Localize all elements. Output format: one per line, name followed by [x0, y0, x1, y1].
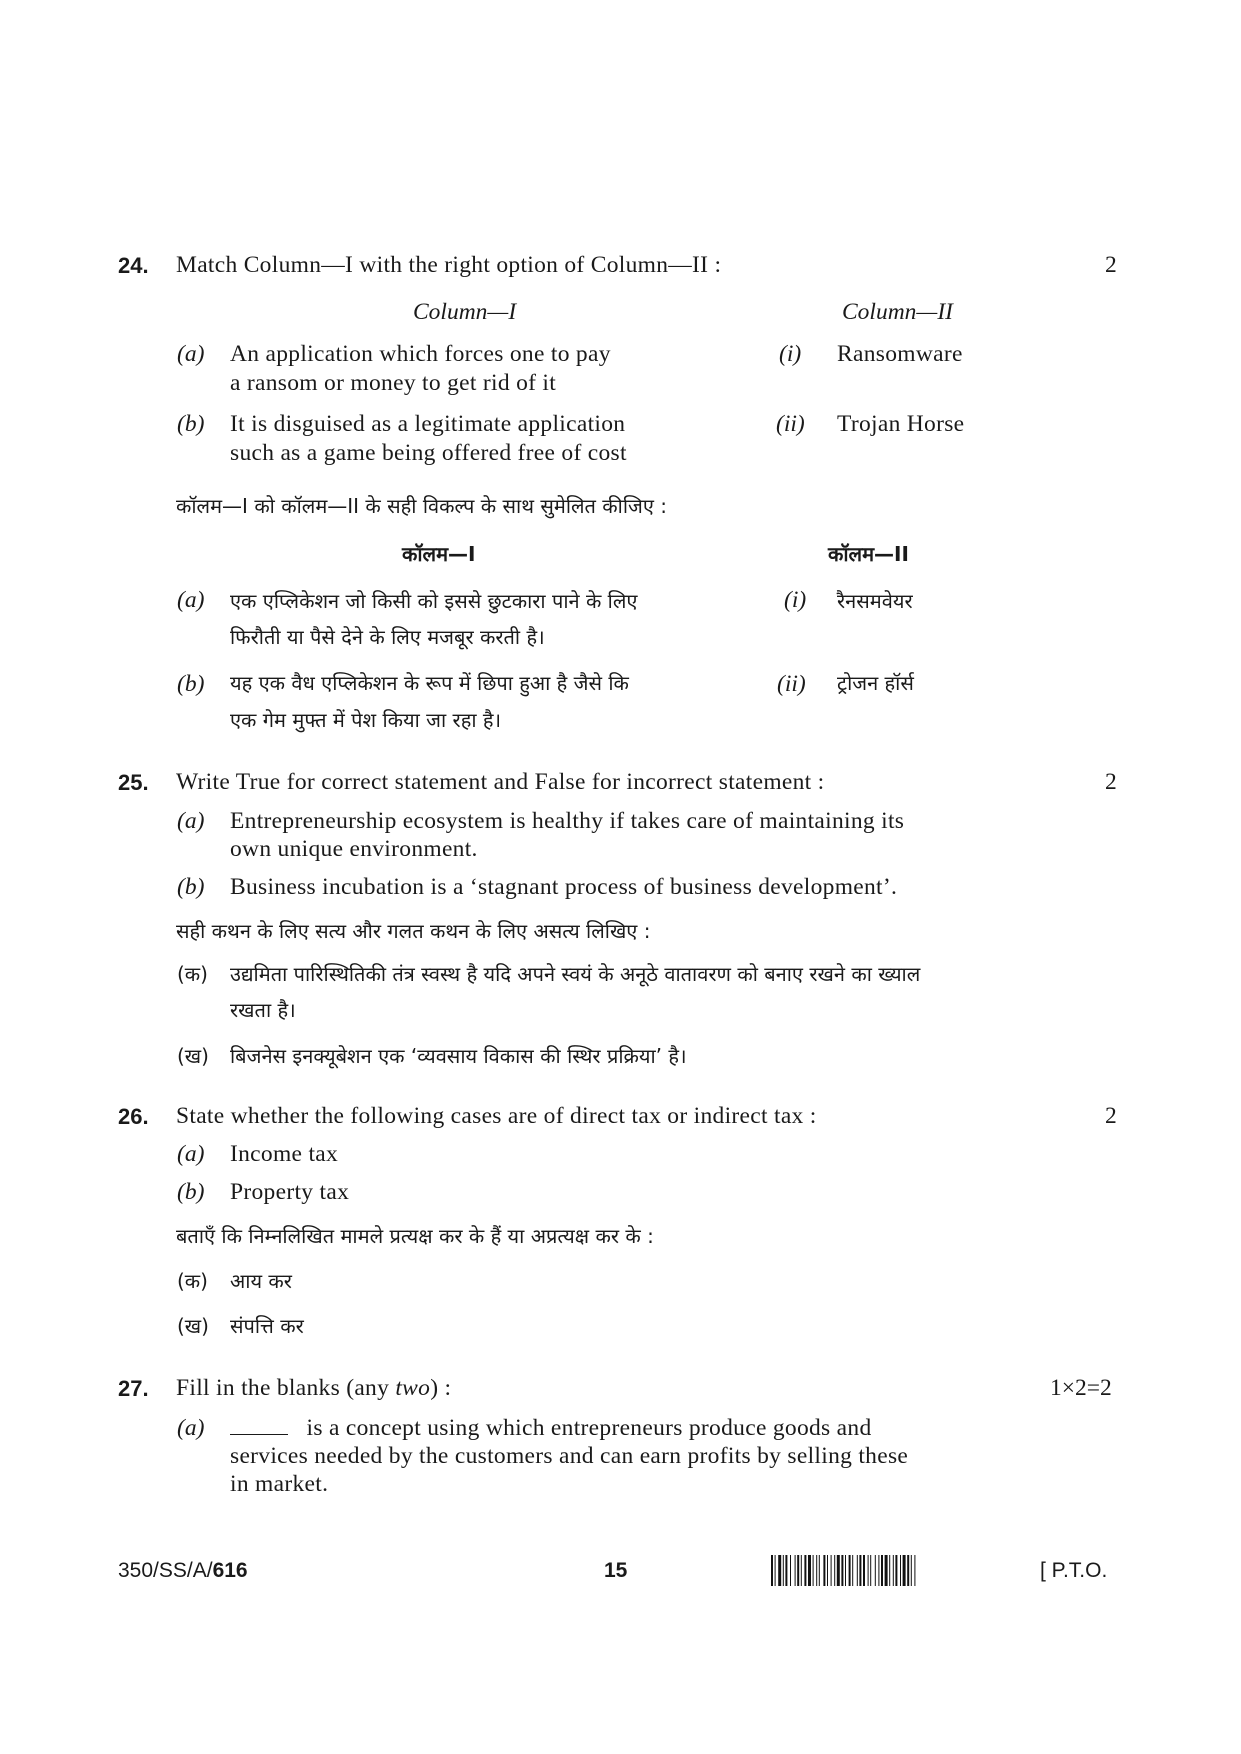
barcode-bar	[911, 1555, 912, 1586]
barcode-bar	[804, 1555, 806, 1586]
barcode-bar	[819, 1555, 820, 1586]
pto-label: [ P.T.O.	[1040, 1559, 1108, 1582]
q27-marks: 1×2=2	[1050, 1375, 1112, 1401]
barcode-bar	[881, 1555, 883, 1586]
q24-row-a-match: Ransomware	[837, 341, 963, 367]
q27-question-en	[176, 1375, 451, 1402]
barcode-bar	[841, 1555, 843, 1586]
q25-b-text: Business incubation is a ‘stagnant process of business development’.	[230, 874, 898, 900]
q24-hi-row-a-label: (a)	[177, 587, 205, 613]
q24-hi-row-a-line1: एक एप्लिकेशन जो किसी को इससे छुटकारा पाने के लिए	[230, 589, 638, 613]
q24-column1-heading-hi: कॉलम—I	[402, 542, 476, 566]
q24-row-a-label: (a)	[177, 341, 205, 367]
q24-column1-heading: Column—I	[413, 299, 517, 325]
q27-a-line3: in market.	[230, 1471, 329, 1497]
q25-question-en: Write True for correct statement and False for incorrect statement :	[176, 769, 825, 795]
q26-marks: 2	[1105, 1103, 1117, 1129]
barcode-bar	[783, 1555, 784, 1586]
q24-row-a-line2: a ransom or money to get rid of it	[230, 370, 557, 396]
barcode-bar	[837, 1555, 840, 1586]
question-number-24: 24.	[118, 253, 149, 278]
q25-question-hi: सही कथन के लिए सत्य और गलत कथन के लिए असत्य लिखिए :	[176, 919, 651, 943]
q24-row-b-match: Trojan Horse	[837, 411, 965, 437]
barcode-bar	[868, 1555, 869, 1586]
q26-a-text: Income tax	[230, 1141, 339, 1167]
barcode-bar	[790, 1555, 791, 1586]
q24-row-a-option: (i)	[779, 341, 802, 367]
question-number-25: 25.	[118, 770, 149, 795]
q26-b-label: (b)	[177, 1179, 205, 1205]
q25-b-label: (b)	[177, 874, 205, 900]
barcode-bar	[885, 1555, 888, 1586]
barcode-bar	[834, 1555, 835, 1586]
q24-question-en: Match Column—I with the right option of Column—II :	[176, 252, 722, 278]
q24-hi-row-a-match: रैनसमवेयर	[837, 589, 913, 613]
q25-hi-b-label: (ख)	[177, 1044, 209, 1068]
barcode-bar	[771, 1555, 773, 1586]
q24-marks: 2	[1105, 252, 1117, 278]
q24-hi-row-b-match: ट्रोजन हॉर्स	[837, 671, 914, 695]
barcode-bar	[907, 1555, 909, 1586]
barcode-bar	[895, 1555, 897, 1586]
fill-blank	[230, 1416, 288, 1435]
q24-hi-row-a-line2: फिरौती या पैसे देने के लिए मजबूर करती है।	[230, 625, 545, 649]
q25-a-line1: Entrepreneurship ecosystem is healthy if takes care of maintaining its	[230, 808, 905, 834]
barcode-bar	[831, 1555, 832, 1586]
q27-question-post: ) :	[430, 1375, 452, 1401]
q27-a-label: (a)	[177, 1415, 205, 1441]
q25-hi-a-label: (क)	[177, 962, 208, 986]
q25-hi-b-text: बिजनेस इनक्यूबेशन एक ‘व्यवसाय विकास की स्थिर प्रक्रिया’ है।	[230, 1044, 687, 1068]
page-number: 15	[604, 1559, 628, 1582]
question-number-26: 26.	[118, 1104, 149, 1129]
q25-a-label: (a)	[177, 808, 205, 834]
barcode-bar	[903, 1555, 906, 1586]
barcode-bar	[863, 1555, 865, 1586]
barcode-bar	[849, 1555, 851, 1586]
q26-hi-b-label: (ख)	[177, 1314, 209, 1338]
q24-hi-row-a-option: (i)	[784, 587, 807, 613]
barcode-bar	[859, 1555, 861, 1586]
barcode-bar	[852, 1555, 853, 1586]
barcode-bar	[857, 1555, 858, 1586]
q26-hi-b-text: संपत्ति कर	[230, 1314, 304, 1338]
q24-column2-heading: Column—II	[842, 299, 953, 325]
barcode-bar	[808, 1555, 811, 1586]
q25-marks: 2	[1105, 769, 1117, 795]
q27-question-pre: Fill in the blanks (any	[176, 1375, 396, 1401]
q24-question-hi: कॉलम—I को कॉलम—II के सही विकल्प के साथ सुमेलित कीजिए :	[176, 494, 668, 518]
question-number-27: 27.	[118, 1376, 149, 1401]
q26-b-text: Property tax	[230, 1179, 350, 1205]
q27-a-line2: services needed by the customers and can earn profits by selling these	[230, 1443, 909, 1469]
q24-row-b-line2: such as a game being offered free of cost	[230, 440, 627, 466]
paper-code-prefix: 350/SS/A/	[118, 1559, 213, 1582]
q26-hi-a-text: आय कर	[230, 1269, 292, 1293]
barcode-bar	[893, 1555, 894, 1586]
q26-question-hi: बताएँ कि निम्नलिखित मामले प्रत्यक्ष कर के हैं या अप्रत्यक्ष कर के :	[176, 1224, 654, 1248]
barcode-bar	[845, 1555, 846, 1586]
barcode-bar	[797, 1555, 799, 1586]
q24-hi-row-b-label: (b)	[177, 671, 205, 697]
barcode-bar	[870, 1555, 871, 1586]
q24-hi-row-b-line1: यह एक वैध एप्लिकेशन के रूप में छिपा हुआ है जैसे कि	[230, 671, 629, 695]
q26-question-en: State whether the following cases are of direct tax or indirect tax :	[176, 1103, 817, 1129]
q25-a-line2: own unique environment.	[230, 836, 478, 862]
q27-a-line1-text: is a concept using which entrepreneurs produce goods and	[306, 1415, 872, 1441]
barcode-bar	[778, 1555, 781, 1586]
q24-row-b-label: (b)	[177, 411, 205, 437]
barcode-bar	[801, 1555, 802, 1586]
barcode-bar	[785, 1555, 787, 1586]
barcode-bar	[878, 1555, 879, 1586]
paper-code	[118, 1559, 248, 1583]
barcode-bar	[813, 1555, 814, 1586]
barcode-bar	[875, 1555, 876, 1586]
q25-hi-a-line1: उद्यमिता पारिस्थितिकी तंत्र स्वस्थ है यदि अपने स्वयं के अनूठे वातावरण को बनाए रखने का ख्याल	[230, 962, 921, 986]
barcode-bar	[900, 1555, 901, 1586]
q26-hi-a-label: (क)	[177, 1269, 208, 1293]
q25-hi-a-line2: रखता है।	[230, 998, 296, 1022]
barcode-bar	[795, 1555, 796, 1586]
barcode-bar	[914, 1555, 915, 1586]
barcode-bar	[827, 1555, 828, 1586]
q27-question-italic: two	[395, 1375, 431, 1401]
paper-code-number: 616	[212, 1559, 248, 1582]
q26-a-label: (a)	[177, 1141, 205, 1167]
barcode-bar	[823, 1555, 825, 1586]
barcode-bar	[816, 1555, 817, 1586]
q24-row-a-line1: An application which forces one to pay	[230, 341, 611, 367]
barcode-bar	[889, 1555, 890, 1586]
q24-hi-row-b-line2: एक गेम मुफ्त में पेश किया जा रहा है।	[230, 708, 502, 732]
q27-a-line1	[230, 1415, 872, 1442]
barcode-image	[771, 1555, 1028, 1586]
q24-row-b-line1: It is disguised as a legitimate application	[230, 411, 626, 437]
barcode-bar	[775, 1555, 776, 1586]
q24-column2-heading-hi: कॉलम—II	[828, 542, 909, 566]
q24-row-b-option: (ii)	[776, 411, 805, 437]
q24-hi-row-b-option: (ii)	[777, 671, 806, 697]
